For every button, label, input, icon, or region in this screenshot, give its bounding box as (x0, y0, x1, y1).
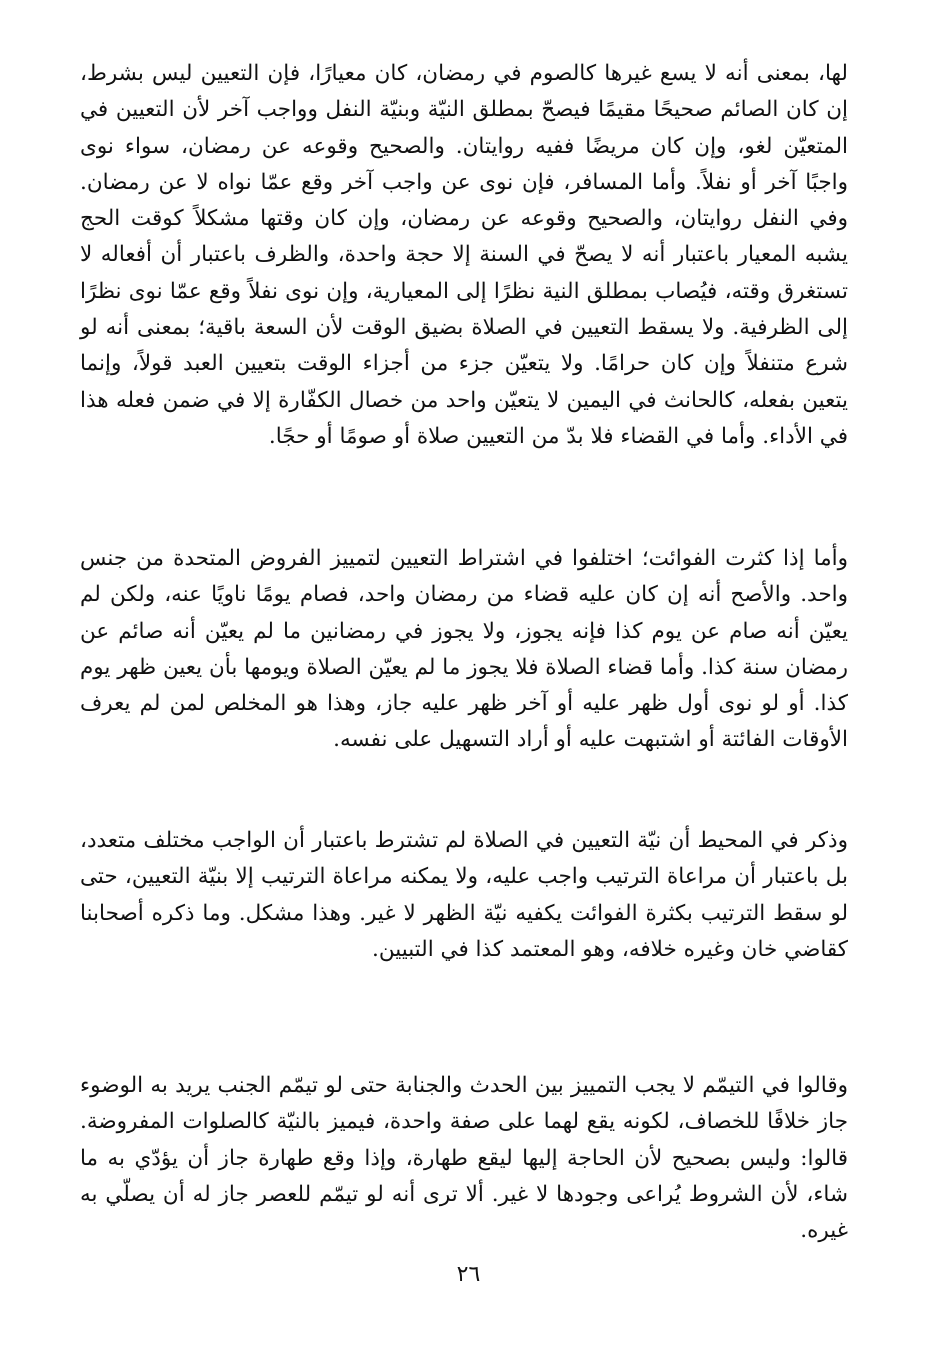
paragraph-1: لها، بمعنى أنه لا يسع غيرها كالصوم في رمضان، كان معيارًا، فإن التعيين ليس بشرط، إن كان الصائم صحيحًا مقيمًا فيصحّ بمطلق النيّة وبنيّة النفل وواجب آخر لأن التعيين في المتعيّن لغو، وإن كان مريضًا ففيه روايتان. والصحيح وقوعه عن رمضان، سواء نوى واجبًا آخر أو نفلاً. وأما المسافر، فإن نوى عن واجب آخر وقع عمّا نواه لا عن رمضان. وفي النفل روايتان، والصحيح وقوعه عن رمضان، وإن كان وقتها مشكلاً كوقت الحج يشبه المعيار باعتبار أنه لا يصحّ في السنة إلا حجة واحدة، والظرف باعتبار أن أفعاله لا تستغرق وقته، فيُصاب بمطلق النية نظرًا إلى المعيارية، وإن نوى نفلاً وقع عمّا نوى نظرًا إلى الظرفية. ولا يسقط التعيين في الصلاة بضيق الوقت لأن السعة باقية؛ بمعنى أنه لو شرع متنفلاً وإن كان حرامًا. ولا يتعيّن جزء من أجزاء الوقت بتعيين العبد قولاً، وإنما يتعين بفعله، كالحانث في اليمين لا يتعيّن واحد من خصال الكفّارة إلا في ضمن فعله هذا في الأداء. وأما في القضاء فلا بدّ من التعيين صلاة أو صومًا أو حجًا. (80, 61, 848, 449)
paragraph-4: وقالوا في التيمّم لا يجب التمييز بين الحدث والجنابة حتى لو تيمّم الجنب يريد به الوضوء جاز خلافًا للخصاف، لكونه يقع لهما على صفة واحدة، فيميز بالنيّة كالصلوات المفروضة. قالوا: وليس بصحيح لأن الحاجة إليها ليقع طهارة، وإذا وقع طهارة جاز أن يؤدّي به ما شاء، لأن الشروط يُراعى وجودها لا غير. ألا ترى أنه لو تيمّم للعصر جاز له أن يصلّي به غيره. (80, 1073, 848, 1244)
paragraph-3: وذكر في المحيط أن نيّة التعيين في الصلاة لم تشترط باعتبار أن الواجب مختلف متعدد، بل باعتبار أن مراعاة الترتيب واجب عليه، ولا يمكنه مراعاة الترتيب إلا بنيّة التعيين، حتى لو سقط الترتيب بكثرة الفوائت يكفيه نيّة الظهر لا غير. وهذا مشكل. وما ذكره أصحابنا كقاضي خان وغيره خلافه، وهو المعتمد كذا في التبيين. (80, 828, 848, 962)
paragraph-2: وأما إذا كثرت الفوائت؛ اختلفوا في اشتراط التعيين لتمييز الفروض المتحدة من جنس واحد. والأصح أنه إن كان عليه قضاء من رمضان واحد، فصام يومًا ناويًا عنه، ولكن لم يعيّن أنه صام عن يوم كذا فإنه يجوز، ولا يجوز في رمضانين ما لم يعيّن أنه صائم عن رمضان سنة كذا. وأما قضاء الصلاة فلا يجوز ما لم يعيّن الصلاة ويومها بأن يعين ظهر يوم كذا. أو لو نوى أول ظهر عليه أو آخر ظهر عليه جاز، وهذا هو المخلص لمن لم يعرف الأوقات الفائتة أو اشتبهت عليه أو أراد التسهيل على نفسه. (80, 546, 848, 753)
page-number: ٢٦ (456, 1262, 481, 1287)
